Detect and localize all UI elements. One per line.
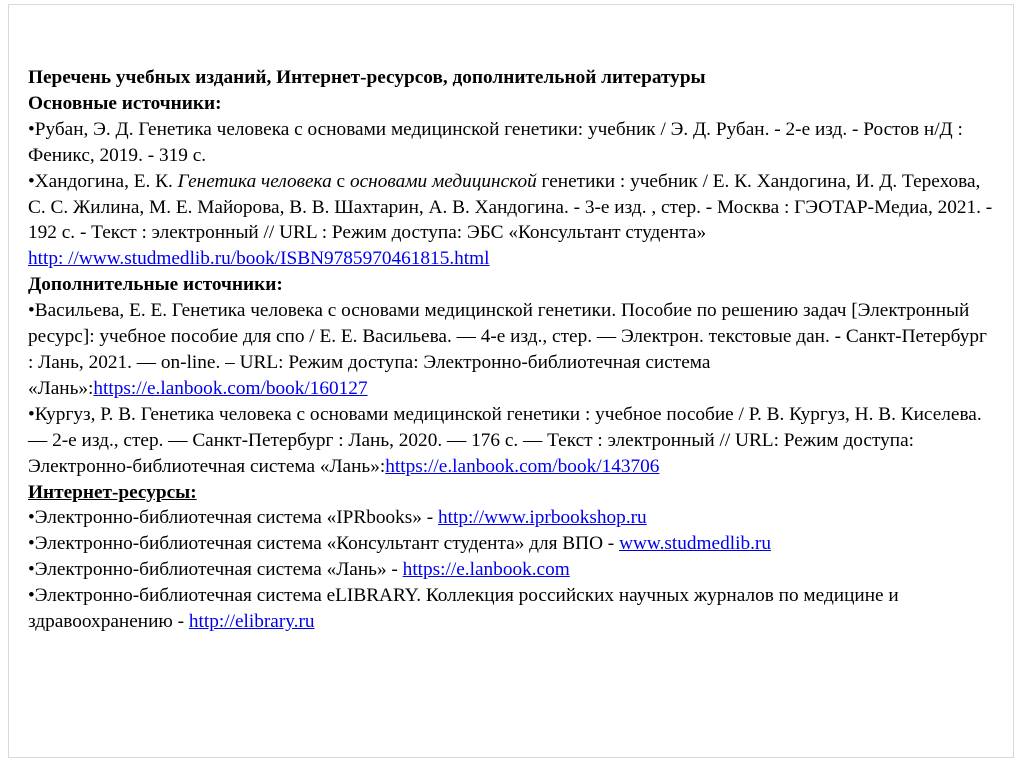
internet-resource-item [28, 583, 996, 635]
internet-resources-heading: Интернет-ресурсы: [28, 481, 197, 503]
additional-source-text: •Васильева, Е. Е. Генетика человека с основами медицинской генетики. Пособие по решению задач [Электронный ресурс]: учебное пособие для спо / Е. Е. Васильева. — 4-е изд., стер. — Электрон. текстовые дан. - Санкт-Петербург : Лань, 2021. — on-line. – URL: Режим доступа: Электронно-библиотечная система «Лань»: [28, 300, 987, 399]
document-title: Перечень учебных изданий, Интернет-ресурсов, дополнительной литературы [28, 67, 706, 88]
internet-resource-text: •Электронно-библиотечная система «IPRbooks» - [28, 507, 438, 529]
internet-resource-item [28, 531, 996, 557]
iprbookshop-link[interactable]: http://www.iprbookshop.ru [438, 507, 647, 529]
lanbook-160127-link[interactable]: https://e.lanbook.com/book/160127 [93, 377, 368, 399]
main-sources-heading: Основные источники: [28, 92, 222, 114]
main-source-prefix: •Хандогина, Е. К. [28, 170, 178, 192]
additional-source-text: •Кургуз, Р. В. Генетика человека с основами медицинской генетики : учебное пособие / Р. В. Кургуз, Н. В. Киселева. — 2-е изд., стер. — Санкт-Петербург : Лань, 2020. — 176 с. — Текст : электронный // URL: Режим доступа: Электронно-библиотечная система «Лань»: [28, 403, 982, 477]
main-source-item [28, 117, 996, 169]
document-content [28, 65, 996, 635]
lanbook-link[interactable]: https://e.lanbook.com [402, 559, 570, 581]
studmedlib-book-link[interactable]: http: //www.studmedlib.ru/book/ISBN9785970461815.html [28, 248, 490, 270]
additional-source-item [28, 402, 996, 480]
main-source-italic-subtitle: основами медицинской [349, 170, 537, 192]
main-source-middle: с [331, 170, 350, 192]
internet-resource-text: •Электронно-библиотечная система «Лань» - [28, 559, 403, 581]
elibrary-link[interactable]: http://elibrary.ru [188, 611, 315, 633]
internet-resource-text: •Электронно-библиотечная система eLIBRARY. Коллекция российских научных журналов по медицине и здравоохранению - [28, 585, 899, 633]
lanbook-143706-link[interactable]: https://e.lanbook.com/book/143706 [385, 455, 660, 477]
internet-resource-item [28, 557, 996, 583]
main-source-item [28, 169, 996, 273]
studmedlib-link[interactable]: www.studmedlib.ru [619, 533, 771, 555]
internet-resource-item [28, 505, 996, 531]
main-source-italic-title: Генетика человека [177, 170, 332, 192]
additional-sources-heading: Дополнительные источники: [28, 274, 283, 296]
main-source-text: •Рубан, Э. Д. Генетика человека с основами медицинской генетики: учебник / Э. Д. Рубан. - 2-е изд. - Ростов н/Д : Феникс, 2019. - 319 с. [28, 118, 963, 166]
additional-source-item [28, 298, 996, 402]
main-source-rest: генетики : учебник / Е. К. Хандогина, И. Д. Терехова, С. С. Жилина, М. Е. Майорова, В. В. Шахтарин, А. В. Хандогина. - 3-е изд. , стер. - Москва : ГЭОТАР-Медиа, 2021. - 192 с. - Текст : электронный // URL : Режим доступа: ЭБС «Консультант студента» [28, 170, 993, 244]
internet-resource-text: •Электронно-библиотечная система «Консультант студента» для ВПО - [28, 533, 620, 555]
